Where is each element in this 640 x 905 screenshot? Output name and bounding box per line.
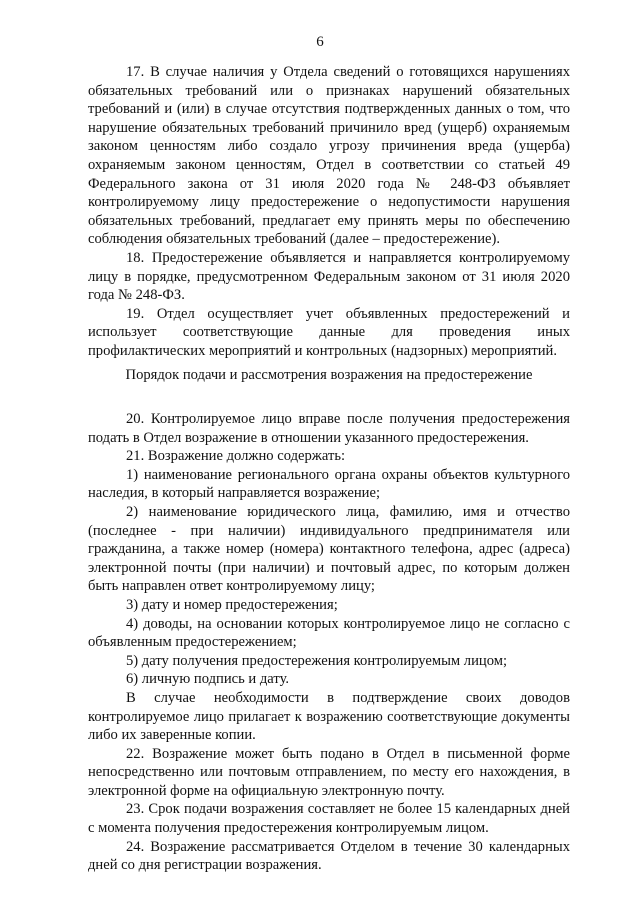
paragraphs-bottom	[88, 410, 570, 875]
page-number: 6	[316, 34, 324, 50]
section-heading: Порядок подачи и рассмотрения возражения на предостережение	[125, 367, 533, 383]
paragraph-22: 22. Возражение может быть подано в Отдел в письменной форме непосредственно или почтовым отправлением, по месту его нахождения, в электронной форме на официальную электронную почту.	[88, 745, 570, 799]
paragraph-23: 23. Срок подачи возражения составляет не более 15 календарных дней с момента получения предостережения контролируемым лицом.	[88, 801, 570, 837]
paragraph-19: 19. Отдел осуществляет учет объявленных предостережений и использует соответствующие данные для проведения иных профилактических мероприятий и контрольных (надзорных) мероприятий.	[88, 305, 570, 359]
paragraph-18: 18. Предостережение объявляется и направляется контролируемому лицу в порядке, предусмотренном Федеральным законом от 31 июля 2020 года № 248-ФЗ.	[88, 249, 570, 304]
paragraph-21: 21. Возражение должно содержать:	[126, 448, 346, 465]
list-item-6: 6) личную подпись и дату.	[126, 671, 290, 688]
paragraph-attachments: В случае необходимости в подтверждение своих доводов контролируемое лицо прилагает к возражению соответствующие документы либо их заверенные копии.	[88, 689, 570, 744]
paragraph-20: 20. Контролируемое лицо вправе после получения предостережения подать в Отдел возражение в отношении указанного предостережения.	[88, 411, 570, 446]
paragraph-24: 24. Возражение рассматривается Отделом в течение 30 календарных дней со дня регистрации возражения.	[88, 838, 570, 874]
list-item-5: 5) дату получения предостережения контролируемым лицом;	[126, 652, 508, 669]
paragraph-17: 17. В случае наличия у Отдела сведений о готовящихся нарушениях обязательных требований или о признаках нарушений обязательных требований и (или) в случае отсутствия подтвержденных данных о том, что нарушение обязательных требований причинило вред (ущерб) охраняемым законом ценностям либо создало угрозу причинения вреда (ущерба) охраняемым законом ценностям, Отдел в соответствии со статьей 49 Федерального закона от 31 июля 2020 года № 248-ФЗ объявляет контролируемому лицу предостережение о недопустимости нарушения обязательных требований, предлагает ему принять меры по обеспечению соблюдения обязательных требований (далее – предостережение).	[88, 64, 570, 248]
list-item-3: 3) дату и номер предостережения;	[126, 596, 338, 613]
list-item-2: 2) наименование юридического лица, фамилию, имя и отчество (последнее - при наличии) индивидуального предпринимателя или гражданина, а также номер (номера) контактного телефона, адрес (адреса) электронной почты (при наличии) и почтовый адрес, по которым должен быть направлен ответ контролируемому лицу;	[88, 503, 570, 595]
list-item-1: 1) наименование регионального органа охраны объектов культурного наследия, в который направляется возражение;	[88, 466, 570, 502]
paragraphs-top	[88, 63, 570, 361]
list-item-4: 4) доводы, на основании которых контролируемое лицо не согласно с объявленным предостережением;	[88, 615, 570, 651]
